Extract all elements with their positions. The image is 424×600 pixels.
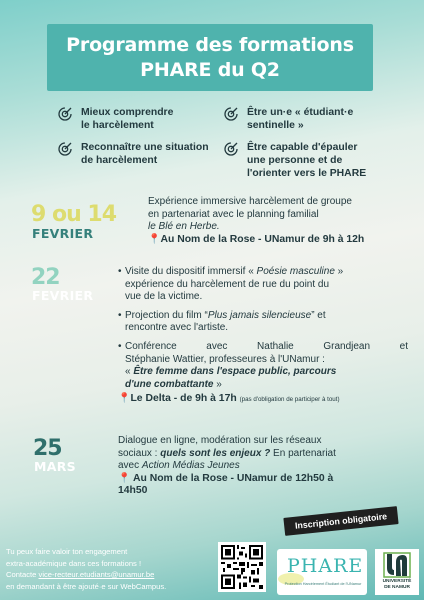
objective-3	[58, 141, 218, 167]
event-3-location: 📍 Au Nom de la Rose - UNamur de 12h50 à	[118, 472, 334, 484]
target-icon	[58, 107, 72, 121]
event-2-month: FEVRIER	[32, 288, 94, 303]
registration-required-badge: Inscription obligatoire	[283, 506, 398, 536]
objective-3-line-2: de harcèlement	[81, 155, 158, 166]
map-pin-icon: 📍	[118, 393, 131, 405]
objective-2	[224, 106, 394, 132]
map-pin-icon: 📍	[118, 472, 131, 484]
objective-2-line-1: Être un·e « étudiant·e	[247, 107, 354, 118]
phare-logo	[277, 549, 367, 595]
objective-4-line-3: l'orienter vers le PHARE	[247, 168, 367, 179]
objective-2-line-2: sentinelle »	[247, 120, 304, 131]
target-icon	[224, 107, 238, 121]
title-line-1: Programme des formations	[66, 33, 354, 56]
event-3-month: MARS	[34, 459, 76, 474]
title-banner	[47, 24, 373, 91]
map-pin-icon: 📍	[148, 233, 161, 245]
event-3-day: 25	[33, 436, 62, 461]
unamur-logo-line-1: UNIVERSITÉ	[382, 579, 412, 584]
event-2-bullet-3: • Conférence avec Nathalie Grandjean et Stéphanie Wattier, professeures à l'UNamur : « Être femme dans l'espace public, parcours d'une combattante »	[118, 340, 408, 390]
objective-4-line-1: Être capable d'épauler	[247, 142, 358, 153]
qr-code-icon	[221, 545, 263, 589]
unamur-emblem-icon	[383, 552, 411, 578]
objective-3-line-1: Reconnaître une situation	[81, 142, 209, 153]
unamur-logo-line-2: DE NAMUR	[384, 585, 410, 590]
event-2-location: 📍Le Delta - de 9h à 17h (pas d'obligation de participer à tout)	[118, 393, 340, 405]
objective-1	[58, 106, 208, 132]
objective-4-line-2: une personne et de	[247, 155, 343, 166]
event-2-bullet-1: • Visite du dispositif immersif « Poésie masculine » expérience du harcèlement de rue du point du vue de la victime.	[118, 266, 344, 303]
event-1-day: 9 ou 14	[31, 202, 117, 227]
contact-email-link[interactable]: vice-recteur.etudiants@unamur.be	[38, 570, 155, 580]
qr-code[interactable]	[218, 542, 266, 592]
event-1-location: 📍Au Nom de la Rose - UNamur de 9h à 12h	[148, 233, 365, 245]
event-3-description: Dialogue en ligne, modération sur les réseaux sociaux : quels sont les enjeux ? En partenariat avec Action Médias Jeunes 📍 Au Nom de la Rose - UNamur de 12h50 à 14h50	[118, 435, 408, 498]
event-2-day: 22	[31, 265, 60, 290]
objective-1-line-1: Mieux comprendre	[81, 107, 174, 118]
footer-info: Tu peux faire valoir ton engagement extra-académique dans ces formations ! Contacte vice-recteur.etudiants@unamur.be en demandant à être ajouté·e sur WebCampus.	[6, 547, 167, 591]
phare-logo-text: PHARE	[287, 555, 364, 577]
title-line-2: PHARE du Q2	[140, 58, 280, 81]
unamur-logo	[375, 549, 419, 595]
target-icon	[224, 142, 238, 156]
event-2-bullet-2: • Projection du film “Plus jamais silencieuse” et rencontre avec l'artiste.	[118, 309, 326, 334]
phare-logo-subtitle: Protection Harcèlement Étudiant de l'UNamur	[284, 582, 362, 586]
event-1-description: Expérience immersive harcèlement de groupe en partenariat avec le planning familial le Blé en Herbe. 📍Au Nom de la Rose - UNamur de 9h à 12h	[148, 196, 408, 246]
event-1-month: FEVRIER	[32, 226, 94, 241]
event-2-location-note: (pas d'obligation de participer à tout)	[239, 396, 340, 404]
objective-1-line-2: le harcèlement	[81, 120, 154, 131]
target-icon	[58, 142, 72, 156]
objective-4	[224, 141, 404, 180]
event-2-description	[118, 266, 408, 407]
